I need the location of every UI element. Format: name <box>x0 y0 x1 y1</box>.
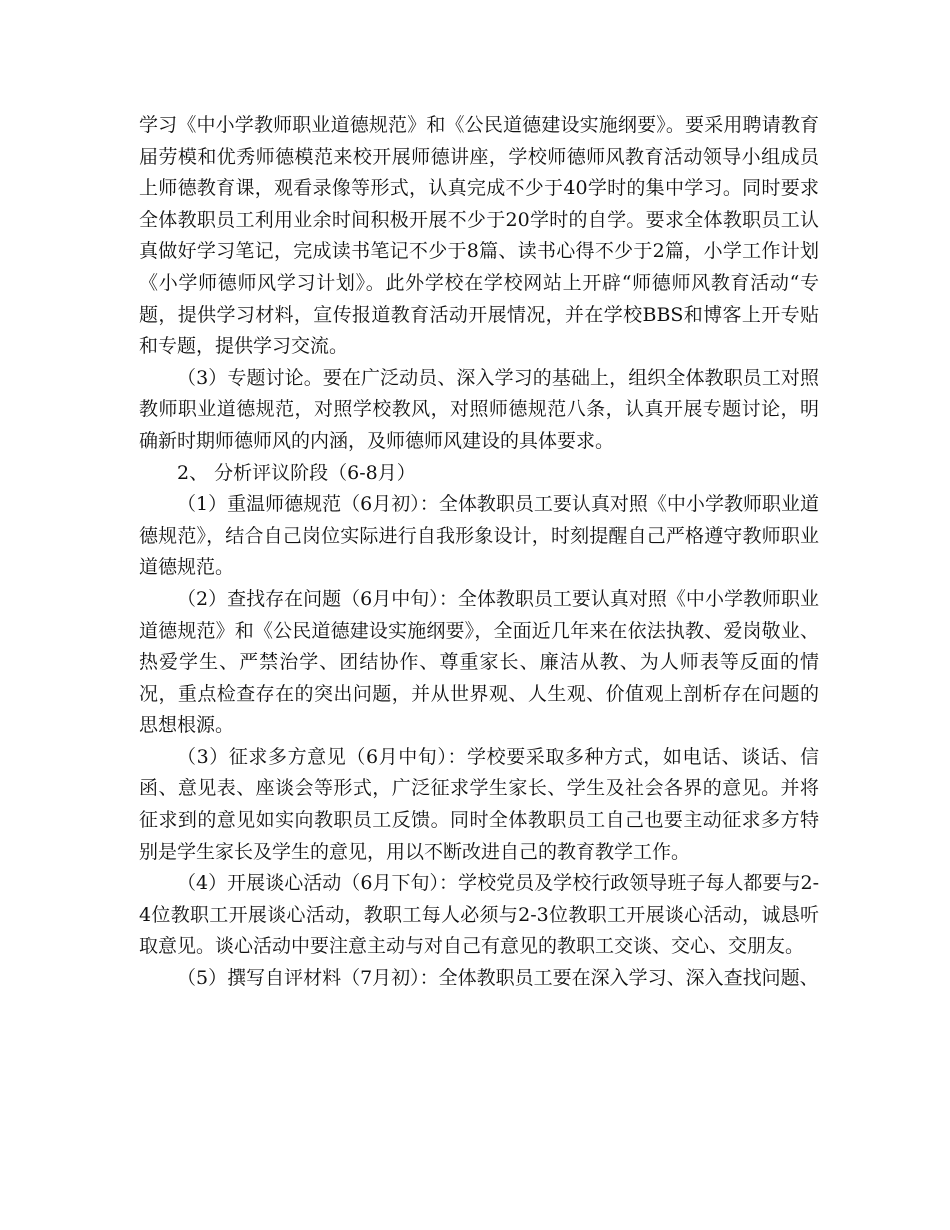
paragraph-review-norms: （1）重温师德规范（6月初）：全体教职员工要认真对照《中小学教师职业道德规范》，结合自己岗位实际进行自我形象设计，时刻提醒自己严格遵守教师职业道德规范。 <box>139 493 819 579</box>
paragraph-topic-discussion: （3）专题讨论。要在广泛动员、深入学习的基础上，组织全体教职员工对照教师职业道德规范，对照学校教风，对照师德规范八条，认真开展专题讨论，明确新时期师德师风的内涵，及师德师风建设的具体要求。 <box>139 366 819 452</box>
paragraph-solicit-opinions: （3）征求多方意见（6月中旬）：学校要采取多种方式，如电话、谈话、信函、意见表、座谈会等形式，广泛征求学生家长、学生及社会各界的意见。并将征求到的意见如实向教职员工反馈。同时全体教职员工自己也要主动征求多方特别是学生家长及学生的意见，用以不断改进自己的教育教学工作。 <box>139 745 819 863</box>
section-heading-analysis-stage: 2、 分析评议阶段（6-8月） <box>177 461 416 484</box>
paragraph-self-assessment: （5）撰写自评材料（7月初）：全体教职员工要在深入学习、深入查找问题、 <box>177 967 819 990</box>
document-body <box>139 110 819 995</box>
paragraph-find-problems: （2）查找存在问题（6月中旬）：全体教职员工要认真对照《中小学教师职业道德规范》和《公民道德建设实施纲要》，全面近几年来在依法执教、爱岗敬业、热爱学生、严禁治学、团结协作、尊重家长、廉洁从教、为人师表等反面的情况，重点检查存在的突出问题，并从世界观、人生观、价值观上剖析存在问题的思想根源。 <box>139 587 819 737</box>
paragraph-study-materials: 学习《中小学教师职业道德规范》和《公民道德建设实施纲要》。要采用聘请教育届劳模和优秀师德模范来校开展师德讲座，学校师德师风教育活动领导小组成员上师德教育课，观看录像等形式，认真完成不少于40学时的集中学习。同时要求全体教职员工利用业余时间积极开展不少于20学时的自学。要求全体教职员工认真做好学习笔记，完成读书笔记不少于8篇、读书心得不少于2篇，小学工作计划《小学师德师风学习计划》。此外学校在学校网站上开辟“师德师风教育活动“专题，提供学习材料，宣传报道教育活动开展情况，并在学校BBS和博客上开专贴和专题，提供学习交流。 <box>139 114 819 358</box>
paragraph-heart-to-heart-talks: （4）开展谈心活动（6月下旬）：学校党员及学校行政领导班子每人都要与2-4位教职工开展谈心活动，教职工每人必须与2-3位教职工开展谈心活动，诚恳听取意见。谈心活动中要注意主动与对自己有意见的教职工交谈、交心、交朋友。 <box>139 872 819 958</box>
